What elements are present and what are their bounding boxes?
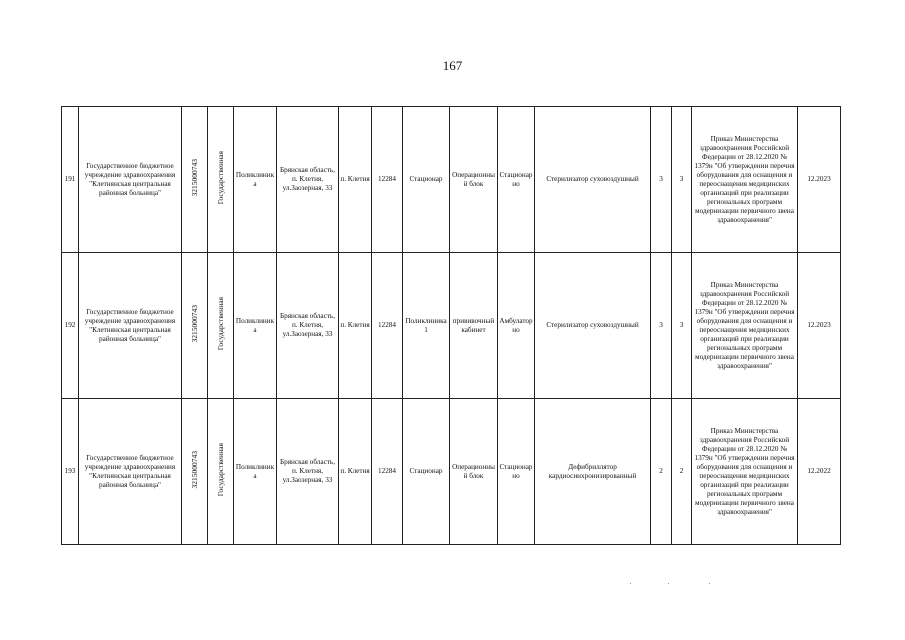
- row-number: 191: [62, 107, 79, 253]
- ownership-cell: [208, 107, 234, 253]
- care-type: Стационарно: [498, 399, 535, 545]
- ownership: Государственная: [215, 297, 225, 351]
- address: Брянская область, п. Клетня, ул.Заозерная, 33: [277, 253, 339, 399]
- delivery-date: 12.2023: [798, 107, 841, 253]
- inn-cell: [182, 253, 208, 399]
- equipment-name: Дефибриллятор кардиосинхронизированный: [535, 399, 651, 545]
- table-row: [62, 399, 841, 545]
- quantity-required: 3: [651, 107, 672, 253]
- quantity-planned: 2: [672, 399, 692, 545]
- page-number: 167: [442, 58, 463, 73]
- organization-name: Государственное бюджетное учреждение здравоохранения "Клетнянская центральная районная больница": [79, 107, 182, 253]
- ownership: Государственная: [215, 443, 225, 497]
- care-type: Стационарно: [498, 107, 535, 253]
- quantity-planned: 3: [672, 107, 692, 253]
- inn-cell: [182, 399, 208, 545]
- inn: 3215000743: [189, 451, 199, 489]
- unit: Стационар: [403, 399, 450, 545]
- facility-type: Поликлиника: [234, 399, 277, 545]
- equipment-name: Стерилизатор суховоздушный: [535, 107, 651, 253]
- room: Операционный блок: [450, 399, 498, 545]
- table-body: [62, 107, 841, 545]
- facility-type: Поликлиника: [234, 107, 277, 253]
- legal-basis: Приказ Министерства здравоохранения Российской Федерации от 28.12.2020 № 1379н "Об утверждении перечня оборудования для оснащения и переоснащения медицинских организаций при реализации региональных программ модернизации первичного звена здравоохранения": [692, 253, 798, 399]
- delivery-date: 12.2023: [798, 253, 841, 399]
- legal-basis: Приказ Министерства здравоохранения Российской Федерации от 28.12.2020 № 1379н "Об утверждении перечня оборудования для оснащения и переоснащения медицинских организаций при реализации региональных программ модернизации первичного звена здравоохранения": [692, 107, 798, 253]
- legal-basis: Приказ Министерства здравоохранения Российской Федерации от 28.12.2020 № 1379н "Об утверждении перечня оборудования для оснащения и переоснащения медицинских организаций при реализации региональных программ модернизации первичного звена здравоохранения": [692, 399, 798, 545]
- row-number: 193: [62, 399, 79, 545]
- address: Брянская область, п. Клетня, ул.Заозерная, 33: [277, 107, 339, 253]
- ownership: Государственная: [215, 151, 225, 205]
- room: Операционный блок: [450, 107, 498, 253]
- address: Брянская область, п. Клетня, ул.Заозерная, 33: [277, 399, 339, 545]
- settlement-code: 12284: [372, 107, 403, 253]
- settlement: п. Клетня: [339, 253, 372, 399]
- organization-name: Государственное бюджетное учреждение здравоохранения "Клетнянская центральная районная больница": [79, 253, 182, 399]
- quantity-required: 2: [651, 399, 672, 545]
- room: прививочный кабинет: [450, 253, 498, 399]
- care-type: Амбулаторно: [498, 253, 535, 399]
- table-row: [62, 253, 841, 399]
- settlement: п. Клетня: [339, 107, 372, 253]
- quantity-required: 3: [651, 253, 672, 399]
- inn-cell: [182, 107, 208, 253]
- unit: Поликлиника 1: [403, 253, 450, 399]
- equipment-name: Стерилизатор суховоздушный: [535, 253, 651, 399]
- inn: 3215000743: [189, 305, 199, 343]
- quantity-planned: 3: [672, 253, 692, 399]
- scan-artifact: [630, 583, 710, 585]
- equipment-registry-table: [61, 106, 841, 545]
- facility-type: Поликлиника: [234, 253, 277, 399]
- settlement-code: 12284: [372, 253, 403, 399]
- ownership-cell: [208, 399, 234, 545]
- table-row: [62, 107, 841, 253]
- unit: Стационар: [403, 107, 450, 253]
- delivery-date: 12.2022: [798, 399, 841, 545]
- settlement-code: 12284: [372, 399, 403, 545]
- row-number: 192: [62, 253, 79, 399]
- settlement: п. Клетня: [339, 399, 372, 545]
- organization-name: Государственное бюджетное учреждение здравоохранения "Клетнянская центральная районная больница": [79, 399, 182, 545]
- ownership-cell: [208, 253, 234, 399]
- inn: 3215000743: [189, 159, 199, 197]
